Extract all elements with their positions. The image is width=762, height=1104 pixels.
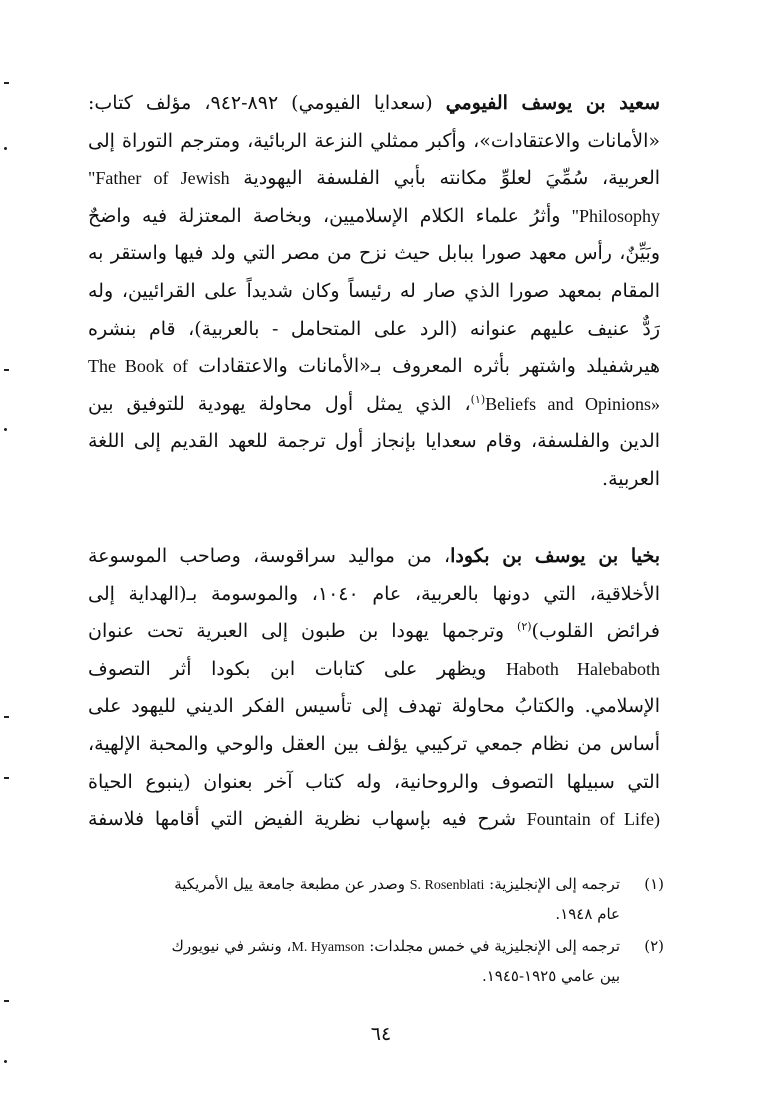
text-line	[88, 538, 660, 576]
text-run: العربية، سُمِّيَ لعلوِّ مكانته بأبي الفلسفة اليهودية	[229, 167, 660, 190]
latin-term: Beliefs and Opinions»	[485, 393, 660, 414]
text-line	[88, 461, 660, 499]
footnote-line	[88, 961, 620, 991]
text-line	[88, 198, 660, 236]
text-run: بين عامي ١٩٢٥-١٩٤٥.	[481, 967, 620, 985]
scan-margin-mark	[4, 1060, 7, 1063]
text-run: التي سبيلها التصوف والروحانية، وله كتاب آخر بعنوان (ينبوع الحياة	[88, 770, 660, 793]
text-run: ترجمه إلى الإنجليزية:	[484, 875, 620, 893]
text-line	[88, 726, 660, 764]
text-run: «الأمانات والاعتقادات»، وأكبر ممثلي النزعة الربائية، ومترجم التوراة إلى	[88, 129, 660, 152]
text-run: الدين والفلسفة، وقام سعدايا بإنجاز أول ترجمة للعهد القديم إلى اللغة	[88, 430, 660, 453]
footnote-2	[88, 931, 666, 991]
text-run: وبَيِّنٌ، رأس معهد صورا ببابل حيث نزح من مصر التي ولد فيها واستقر به	[88, 242, 660, 265]
scan-margin-mark	[4, 147, 7, 150]
text-run: الإسلامي. والكتابُ محاولة تهدف إلى تأسيس الفكر الديني لليهود على	[88, 695, 660, 718]
text-run: الأخلاقية، التي دونها بالعربية، عام ١٠٤٠، والموسومة بـ(الهداية إلى	[88, 582, 660, 605]
text-line	[88, 123, 660, 161]
text-run: ترجمه إلى الإنجليزية في خمس مجلدات:	[364, 937, 620, 955]
text-line	[88, 764, 660, 802]
text-run: عام ١٩٤٨.	[555, 905, 620, 923]
scan-margin-mark	[4, 1000, 9, 1002]
text-run: وترجمها يهودا بن طبون إلى العبرية تحت عنوان	[88, 620, 518, 643]
text-run: وصدر عن مطبعة جامعة ييل الأمريكية	[174, 875, 410, 893]
text-line	[88, 273, 660, 311]
paragraph-saadia	[88, 85, 660, 499]
latin-term: S. Rosenblati	[409, 878, 485, 893]
text-run: أساس من نظام جمعي تركيبي يؤلف بين العقل والوحي والمحبة الإلهية،	[88, 732, 660, 755]
text-line	[88, 423, 660, 461]
footnotes	[88, 869, 666, 991]
text-line	[88, 613, 660, 651]
footnote-line	[88, 931, 620, 961]
footnote-line	[88, 869, 620, 899]
text-line	[88, 348, 660, 386]
text-run: ، ونشر في نيويورك	[171, 937, 292, 955]
text-line	[88, 386, 660, 424]
text-line	[88, 160, 660, 198]
scan-margin-mark	[4, 716, 9, 718]
footnote-number: (٢)	[644, 937, 664, 955]
text-line	[88, 85, 660, 123]
latin-term: "Father of Jewish	[88, 168, 230, 189]
text-line	[88, 651, 660, 689]
text-line	[88, 576, 660, 614]
entry-name: بخيا بن يوسف بن بكودا	[450, 545, 660, 567]
text-run: هيرشفيلد واشتهر بأثره المعروف بـ«الأمانات والاعتقادات	[187, 355, 660, 378]
text-run: العربية.	[602, 467, 660, 490]
footnote-ref-2[interactable]: (٢)	[517, 620, 532, 634]
text-run: (سعدايا الفيومي) ٨٩٢-٩٤٢، مؤلف كتاب:	[88, 92, 446, 114]
text-run: وأثرُ علماء الكلام الإسلاميين، وبخاصة المعتزلة فيه واضحٌ	[88, 204, 572, 227]
text-run: فرائض القلوب)	[531, 620, 660, 643]
footnote-number: (١)	[644, 875, 664, 893]
text-line	[88, 688, 660, 726]
latin-term: M. Hyamson	[291, 940, 365, 955]
latin-term: Fountain of Life)	[526, 809, 660, 830]
page-number: ٦٤	[370, 1023, 392, 1045]
text-line	[88, 801, 660, 839]
text-line	[88, 235, 660, 273]
scan-margin-mark	[4, 369, 9, 371]
text-run: شرح فيه بإسهاب نظرية الفيض التي أقامها فلاسفة	[88, 808, 527, 831]
text-run: ، الذي يمثل أول محاولة يهودية للتوفيق بين	[88, 392, 471, 415]
latin-term: Haboth Halebaboth	[505, 658, 660, 679]
scan-margin-mark	[4, 428, 7, 431]
footnote-1	[88, 869, 666, 929]
text-run: ، من مواليد سراقوسة، وصاحب الموسوعة	[88, 545, 451, 567]
footnote-line	[88, 899, 620, 929]
latin-term: "Philosophy	[571, 205, 660, 226]
scan-margin-mark	[4, 82, 9, 84]
text-line	[88, 311, 660, 349]
text-run: المقام بمعهد صورا الذي صار له رئيساً وكان شديداً على القرائيين، وله	[88, 279, 660, 302]
paragraph-bahya	[88, 538, 660, 839]
latin-term: The Book of	[88, 356, 188, 377]
text-run: رَدٌّ عنيف عليهم عنوانه (الرد على المتحامل - بالعربية)، قام بنشره	[88, 317, 660, 340]
footnote-ref-1[interactable]: (١)	[470, 392, 486, 406]
entry-name: سعيد بن يوسف الفيومي	[445, 92, 660, 114]
text-run: ويظهر على كتابات ابن بكودا أثر التصوف	[88, 657, 506, 680]
scan-margin-mark	[4, 777, 9, 779]
